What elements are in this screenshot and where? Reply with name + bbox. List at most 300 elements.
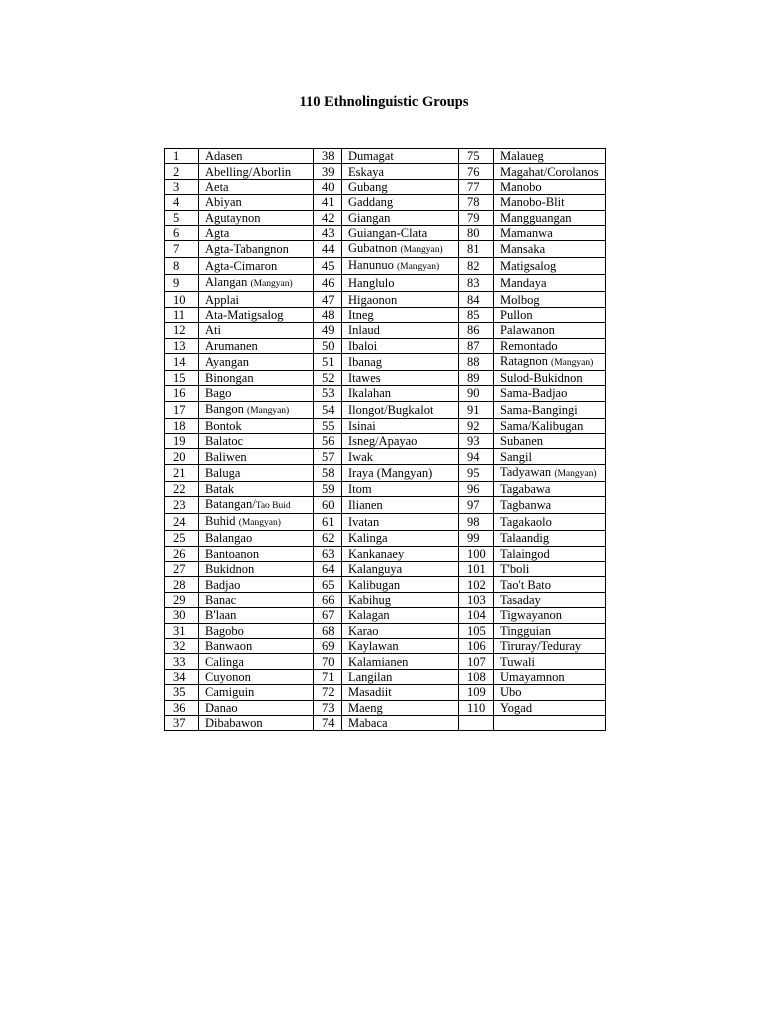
table-row <box>165 481 606 496</box>
table-row <box>165 685 606 700</box>
group-number-cell: 87 <box>459 338 494 353</box>
group-number-cell: 52 <box>314 370 342 385</box>
table-row <box>165 149 606 164</box>
group-name: Pullon <box>500 307 533 322</box>
group-name-note: (Mangyan) <box>551 357 594 368</box>
group-number-cell: 37 <box>165 715 199 730</box>
group-name-cell <box>342 225 459 240</box>
group-number-cell: 105 <box>459 623 494 638</box>
group-name-cell <box>199 638 314 653</box>
group-number-cell: 31 <box>165 623 199 638</box>
group-name: Itom <box>348 482 372 497</box>
group-number-cell: 10 <box>165 292 199 307</box>
group-number-cell: 34 <box>165 669 199 684</box>
group-number-cell: 6 <box>165 225 199 240</box>
table-row <box>165 386 606 401</box>
group-name-cell <box>199 481 314 496</box>
group-name-cell <box>494 401 606 418</box>
table-row <box>165 210 606 225</box>
group-number-cell: 11 <box>165 307 199 322</box>
group-name: Bagobo <box>205 623 244 638</box>
group-name-cell <box>494 386 606 401</box>
group-number-cell: 25 <box>165 531 199 546</box>
group-number-cell: 45 <box>314 258 342 275</box>
group-name-cell <box>494 546 606 561</box>
group-name: Baliwen <box>205 449 247 464</box>
group-name: Iraya (Mangyan) <box>348 465 433 480</box>
group-name: Ati <box>205 323 221 338</box>
group-name-cell <box>199 562 314 577</box>
group-number-cell: 65 <box>314 577 342 592</box>
group-name: Bukidnon <box>205 562 255 577</box>
group-name-cell <box>342 179 459 194</box>
group-number-cell: 80 <box>459 225 494 240</box>
group-name-cell <box>342 338 459 353</box>
group-name-note: (Mangyan) <box>247 405 290 416</box>
group-name: Mamanwa <box>500 226 553 241</box>
group-name: Adasen <box>205 149 243 164</box>
group-name-cell <box>342 210 459 225</box>
group-name: Tasaday <box>500 593 541 607</box>
group-name-cell <box>199 275 314 292</box>
group-number-cell: 58 <box>314 464 342 481</box>
group-number-cell: 71 <box>314 669 342 684</box>
group-number-cell: 29 <box>165 592 199 607</box>
page-title: 110 Ethnolinguistic Groups <box>299 94 469 110</box>
group-number-cell: 46 <box>314 275 342 292</box>
group-name-cell <box>342 241 459 258</box>
group-number-cell: 109 <box>459 685 494 700</box>
group-number-cell: 72 <box>314 685 342 700</box>
group-name: Masadiit <box>348 685 392 700</box>
group-name: Agta-Tabangnon <box>205 242 289 257</box>
group-number-cell: 73 <box>314 700 342 715</box>
group-name-cell <box>494 195 606 210</box>
group-number-cell: 47 <box>314 292 342 307</box>
group-name-cell <box>199 370 314 385</box>
table-row <box>165 418 606 433</box>
group-name: Kaylawan <box>348 639 399 654</box>
group-name-cell <box>494 307 606 322</box>
table-row <box>165 195 606 210</box>
group-name: Bontok <box>205 418 242 433</box>
group-name-cell <box>494 149 606 164</box>
group-name-cell <box>494 514 606 531</box>
group-name-cell <box>199 623 314 638</box>
group-name: Kalanguya <box>348 562 403 577</box>
group-name: Bangon <box>205 401 248 416</box>
group-name-cell <box>494 608 606 623</box>
group-number-cell: 50 <box>314 338 342 353</box>
group-number-cell: 36 <box>165 700 199 715</box>
group-name: Abelling/Aborlin <box>205 164 292 179</box>
group-name-cell <box>494 449 606 464</box>
group-name: Baluga <box>205 465 241 480</box>
group-name: Molbog <box>500 292 540 307</box>
table-row <box>165 434 606 449</box>
group-name: Batak <box>205 482 235 497</box>
group-name-cell <box>342 514 459 531</box>
table-row <box>165 531 606 546</box>
group-name: Badjao <box>205 577 241 592</box>
group-number-cell: 94 <box>459 449 494 464</box>
table-row <box>165 225 606 240</box>
group-name-cell <box>199 195 314 210</box>
group-name: Ayangan <box>205 354 249 369</box>
table-row <box>165 241 606 258</box>
group-number-cell: 77 <box>459 179 494 194</box>
group-name: Tuwali <box>500 654 535 669</box>
group-name: Tadyawan <box>500 464 555 479</box>
group-name-cell <box>342 562 459 577</box>
group-number-cell: 84 <box>459 292 494 307</box>
group-number-cell: 95 <box>459 464 494 481</box>
group-number-cell: 24 <box>165 514 199 531</box>
group-number-cell: 62 <box>314 531 342 546</box>
group-name: Umayamnon <box>500 669 565 684</box>
table-row <box>165 449 606 464</box>
group-name: Hanglulo <box>348 276 395 291</box>
group-number-cell: 89 <box>459 370 494 385</box>
group-name-cell <box>199 225 314 240</box>
table-row <box>165 353 606 370</box>
group-name: Danao <box>205 700 238 715</box>
group-name: Maeng <box>348 700 383 715</box>
group-name: Ibaloi <box>348 338 378 353</box>
table-row <box>165 179 606 194</box>
group-number-cell: 55 <box>314 418 342 433</box>
group-name-cell <box>199 577 314 592</box>
group-name-cell <box>199 179 314 194</box>
group-number-cell: 49 <box>314 323 342 338</box>
group-name-cell <box>342 700 459 715</box>
group-name: Tao't Bato <box>500 577 552 592</box>
group-name-cell <box>494 464 606 481</box>
group-number-cell: 74 <box>314 715 342 730</box>
group-number-cell: 8 <box>165 258 199 275</box>
group-name-cell <box>199 700 314 715</box>
table-row <box>165 164 606 179</box>
group-name-cell <box>494 292 606 307</box>
group-number-cell: 76 <box>459 164 494 179</box>
group-number-cell: 27 <box>165 562 199 577</box>
group-name: Gubatnon <box>348 241 401 256</box>
group-name: Applai <box>205 292 240 307</box>
group-name: Cuyonon <box>205 669 251 684</box>
group-name-cell <box>342 592 459 607</box>
group-number-cell: 18 <box>165 418 199 433</box>
group-number-cell: 104 <box>459 608 494 623</box>
group-name: Guiangan-Clata <box>348 226 428 241</box>
group-name-cell <box>494 225 606 240</box>
group-name-cell <box>494 275 606 292</box>
group-name: Yogad <box>500 700 533 715</box>
table-row <box>165 292 606 307</box>
group-number-cell: 2 <box>165 164 199 179</box>
group-name-cell <box>342 654 459 669</box>
group-number-cell: 5 <box>165 210 199 225</box>
group-number-cell: 17 <box>165 401 199 418</box>
group-number-cell: 35 <box>165 685 199 700</box>
group-name: Alangan <box>205 275 251 290</box>
group-name-note: (Mangyan) <box>238 518 281 529</box>
group-name-cell <box>494 353 606 370</box>
group-name: Itneg <box>348 307 374 322</box>
group-number-cell: 59 <box>314 481 342 496</box>
table-row <box>165 338 606 353</box>
group-name-note: (Mangyan) <box>250 279 293 290</box>
group-name-cell <box>494 179 606 194</box>
table-row <box>165 715 606 730</box>
group-name: Remontado <box>500 338 558 353</box>
group-name: Bantoanon <box>205 546 260 561</box>
group-number-cell <box>459 715 494 730</box>
group-name: Abiyan <box>205 195 242 210</box>
table-row <box>165 497 606 514</box>
group-number-cell: 19 <box>165 434 199 449</box>
group-name: Isinai <box>348 418 376 433</box>
table-row <box>165 370 606 385</box>
group-name: Bago <box>205 386 232 401</box>
group-name: Talaandig <box>500 531 550 546</box>
group-name-cell <box>494 418 606 433</box>
group-name: Ubo <box>500 685 522 700</box>
group-name-cell <box>342 275 459 292</box>
group-name-cell <box>494 623 606 638</box>
group-number-cell: 51 <box>314 353 342 370</box>
group-name-cell <box>199 210 314 225</box>
group-name: Higaonon <box>348 292 398 307</box>
group-name-cell <box>494 338 606 353</box>
group-name-cell <box>494 685 606 700</box>
group-number-cell: 64 <box>314 562 342 577</box>
group-name-cell <box>199 292 314 307</box>
group-name-cell <box>342 195 459 210</box>
group-number-cell: 79 <box>459 210 494 225</box>
group-name-cell <box>494 700 606 715</box>
group-name: Batangan/ <box>205 497 256 512</box>
group-number-cell: 70 <box>314 654 342 669</box>
group-name-cell <box>199 514 314 531</box>
group-name-cell <box>199 669 314 684</box>
group-name: Agta <box>205 226 230 241</box>
group-name-cell <box>494 562 606 577</box>
group-name: Agutaynon <box>205 210 261 225</box>
group-number-cell: 57 <box>314 449 342 464</box>
group-name-cell <box>342 669 459 684</box>
group-number-cell: 101 <box>459 562 494 577</box>
group-name-cell <box>494 592 606 607</box>
group-number-cell: 56 <box>314 434 342 449</box>
group-name-cell <box>342 715 459 730</box>
group-name-cell <box>494 241 606 258</box>
group-number-cell: 12 <box>165 323 199 338</box>
group-number-cell: 99 <box>459 531 494 546</box>
group-name: Ratagnon <box>500 353 552 368</box>
group-name: Kankanaey <box>348 546 405 561</box>
group-name: Gubang <box>348 179 388 194</box>
group-name: Calinga <box>205 654 244 669</box>
group-name: Ivatan <box>348 515 380 530</box>
group-name-cell <box>342 546 459 561</box>
group-number-cell: 107 <box>459 654 494 669</box>
group-number-cell: 9 <box>165 275 199 292</box>
group-number-cell: 32 <box>165 638 199 653</box>
group-number-cell: 3 <box>165 179 199 194</box>
group-name-cell <box>199 592 314 607</box>
group-name-cell <box>342 481 459 496</box>
group-name-cell <box>199 149 314 164</box>
group-number-cell: 13 <box>165 338 199 353</box>
table-body <box>165 149 606 731</box>
group-name: Tigwayanon <box>500 608 563 623</box>
group-name: Mandaya <box>500 276 547 291</box>
group-name-cell <box>199 338 314 353</box>
group-name-cell <box>342 608 459 623</box>
group-name-cell <box>342 531 459 546</box>
group-name: Hanunuo <box>348 258 397 273</box>
group-number-cell: 78 <box>459 195 494 210</box>
group-name-cell <box>199 685 314 700</box>
group-number-cell: 83 <box>459 275 494 292</box>
group-name-cell <box>342 353 459 370</box>
group-name-cell <box>199 715 314 730</box>
group-name: Ikalahan <box>348 386 392 401</box>
group-name-cell <box>494 654 606 669</box>
group-name: Ilongot/Bugkalot <box>348 402 434 417</box>
group-name-note: (Mangyan) <box>400 245 443 256</box>
group-name-cell <box>199 323 314 338</box>
group-name: Balangao <box>205 531 253 546</box>
group-number-cell: 98 <box>459 514 494 531</box>
group-name-cell <box>494 577 606 592</box>
group-name-cell <box>199 608 314 623</box>
group-name-cell <box>199 449 314 464</box>
group-name: Mabaca <box>348 716 388 731</box>
group-name: Subanen <box>500 434 544 449</box>
group-name-cell <box>342 386 459 401</box>
group-name: Manobo <box>500 179 542 194</box>
group-name-cell <box>494 669 606 684</box>
table-row <box>165 669 606 684</box>
group-number-cell: 23 <box>165 497 199 514</box>
group-name: Dibabawon <box>205 716 263 731</box>
group-number-cell: 81 <box>459 241 494 258</box>
group-name: Tiruray/Teduray <box>500 639 582 654</box>
group-name: Magahat/Corolanos <box>500 164 599 179</box>
group-name: Kalamianen <box>348 654 409 669</box>
table-row <box>165 623 606 638</box>
group-name: Langilan <box>348 669 393 684</box>
group-name-cell <box>199 497 314 514</box>
group-name-cell <box>342 258 459 275</box>
group-number-cell: 26 <box>165 546 199 561</box>
table-row <box>165 638 606 653</box>
group-name-cell <box>199 164 314 179</box>
group-name: Sulod-Bukidnon <box>500 371 583 386</box>
group-number-cell: 40 <box>314 179 342 194</box>
group-name: Banwaon <box>205 639 253 654</box>
group-name: Kabihug <box>348 593 392 607</box>
table-row <box>165 654 606 669</box>
group-number-cell: 66 <box>314 592 342 607</box>
group-name: Kalibugan <box>348 577 401 592</box>
table-row <box>165 577 606 592</box>
group-name: Tagabawa <box>500 482 551 497</box>
table-row <box>165 401 606 418</box>
group-name: Arumanen <box>205 338 258 353</box>
group-name: Tagakaolo <box>500 515 552 530</box>
table-row <box>165 700 606 715</box>
group-name: Ilianen <box>348 498 383 513</box>
group-number-cell: 86 <box>459 323 494 338</box>
group-name-note: (Mangyan) <box>554 468 597 479</box>
group-name: Palawanon <box>500 323 555 338</box>
group-name-cell <box>199 434 314 449</box>
group-number-cell: 4 <box>165 195 199 210</box>
group-number-cell: 54 <box>314 401 342 418</box>
group-number-cell: 38 <box>314 149 342 164</box>
group-name-cell <box>199 386 314 401</box>
group-name: Sama/Kalibugan <box>500 418 584 433</box>
group-name-cell <box>199 353 314 370</box>
group-name: Iwak <box>348 449 373 464</box>
group-number-cell: 69 <box>314 638 342 653</box>
group-name: Isneg/Apayao <box>348 434 418 449</box>
group-name-cell <box>199 546 314 561</box>
group-number-cell: 82 <box>459 258 494 275</box>
group-number-cell: 28 <box>165 577 199 592</box>
group-name: Matigsalog <box>500 259 557 274</box>
group-name-cell <box>342 307 459 322</box>
group-name: Agta-Cimaron <box>205 259 278 274</box>
group-number-cell: 7 <box>165 241 199 258</box>
group-name-cell <box>494 370 606 385</box>
group-name: Karao <box>348 623 379 638</box>
group-number-cell: 61 <box>314 514 342 531</box>
group-name: Sama-Badjao <box>500 386 568 401</box>
group-number-cell: 14 <box>165 353 199 370</box>
group-number-cell: 88 <box>459 353 494 370</box>
table-row <box>165 275 606 292</box>
group-name-cell <box>342 323 459 338</box>
group-name-cell <box>199 401 314 418</box>
group-name: Inlaud <box>348 323 380 338</box>
group-name-cell <box>199 258 314 275</box>
group-name: Kalagan <box>348 608 390 623</box>
group-number-cell: 21 <box>165 464 199 481</box>
group-number-cell: 60 <box>314 497 342 514</box>
group-number-cell: 48 <box>314 307 342 322</box>
group-name: Aeta <box>205 179 229 194</box>
table-row <box>165 592 606 607</box>
group-name: Itawes <box>348 371 381 386</box>
group-name-note: (Mangyan) <box>396 262 440 273</box>
group-name: Ibanag <box>348 354 383 369</box>
group-name: Kalinga <box>348 531 388 546</box>
group-number-cell: 91 <box>459 401 494 418</box>
group-name: Buhid <box>205 514 239 529</box>
group-name-note: Tao Buid <box>255 501 291 512</box>
group-number-cell: 108 <box>459 669 494 684</box>
group-number-cell: 100 <box>459 546 494 561</box>
group-name-cell <box>199 307 314 322</box>
group-name-cell <box>199 464 314 481</box>
group-number-cell: 97 <box>459 497 494 514</box>
group-name: Talaingod <box>500 546 550 561</box>
group-number-cell: 63 <box>314 546 342 561</box>
group-number-cell: 106 <box>459 638 494 653</box>
